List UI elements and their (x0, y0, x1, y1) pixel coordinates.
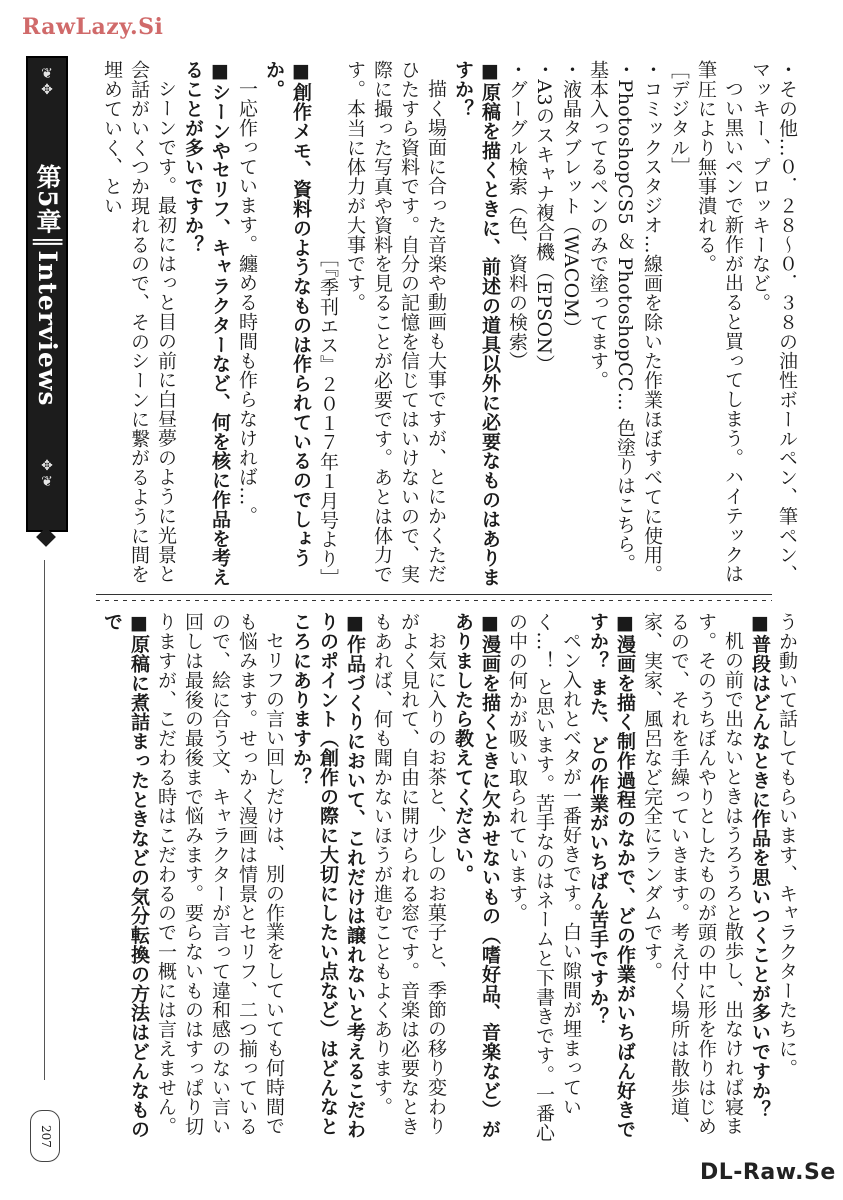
question-heading: ■原稿を描くときに、前述の道具以外に必要なものはありますか？ (452, 60, 501, 587)
answer-paragraph: 一応作っています。纏める時間も作らなければ…。 (236, 79, 258, 526)
margin-rule (44, 560, 45, 1080)
answer-paragraph: ・A3のスキャナ複合機（EPSON） (533, 60, 555, 374)
interview-top-text (96, 60, 800, 588)
answer-paragraph: つい黒いペンで新作が出ると買ってしまう。ハイテックは筆圧により無事潰れる。 (695, 60, 744, 584)
answer-paragraph: ・コミックスタジオ…線画を除いた作業ほぼすべてに使用。 (641, 60, 663, 584)
section-divider (96, 594, 772, 603)
answer-paragraph: お気に入りのお茶と、少しのお菓子と、季節の移り変わりがよく見れて、自由に開けられる窓です。音楽は必要なときもあれば、何も聞かないほうが進むこともよくあります。 (371, 612, 447, 1136)
question-heading: ■漫画を描くときに欠かせないもの（嗜好品、音楽など）がありましたら教えてください。 (452, 612, 501, 1139)
ornament-top-icon: ❦ ✥ (41, 66, 53, 98)
watermark-bottom: DL-Raw.Se (700, 1160, 836, 1185)
answer-paragraph: 描く場面に合った音楽や動画も大事ですが、とにかくただひたすら資料です。自分の記憶を信じてはいけないので、実際に撮った写真や資料を見ることが必要です。あとは体力です。本当に体力が大事です。 (344, 60, 447, 584)
answer-paragraph: セリフの言い回しだけは、別の作業をしていても何時間でも悩みます。せっかく漫画は情景とセリフ、二つ揃っているので、絵に合う文、キャラクターが言って違和感のない言い回しは最後の最後まで悩みます。要らないものはすっぱり切りますが、こだわる時はこだわるので一概には言えません。 (155, 612, 285, 1136)
page-number: 207 (30, 1110, 60, 1162)
question-heading: ■シーンやセリフ、キャラクターなど、何を核に作品を考えることが多いですか？ (182, 60, 231, 587)
answer-paragraph: ・液晶タブレット（WACOM） (560, 60, 582, 338)
question-heading: ■原稿に煮詰まったときなどの気分転換の方法はどんなもので (101, 612, 150, 1139)
answer-paragraph: うか動いて話してもらいます、キャラクターたちに。 (776, 612, 798, 1078)
chapter-title: 第5章║Interviews (33, 164, 62, 407)
answer-paragraph: ・グーグル検索（色、資料の検索） (506, 60, 528, 371)
answer-paragraph: ［『季刊エス』２０１７年１月号より］ (317, 248, 339, 588)
ornament-bottom-icon: ✥ ❦ (41, 458, 53, 490)
question-heading: ■漫画を描く制作過程のなかで、どの作業がいちばん好きですか？ また、どの作業がいちばん苦手ですか？ (587, 612, 636, 1139)
answer-paragraph: ・PhotoshopCS5 ＆ PhotoshopCC… 色塗りはこちら。基本入ってるペンのみで塗ってます。 (587, 60, 636, 573)
banner-tip (36, 527, 56, 547)
answer-paragraph: ［デジタル］ (668, 60, 690, 177)
answer-paragraph: 机の前で出ないときはうろうろと散歩し、出なければ寝ます。そのうちぼんやりとしたものが頭の中に形を作りはじめるので、それを手繰っていきます。考え付く場所は散歩道、家、実家、風呂など完全にランダムです。 (641, 612, 744, 1136)
interview-bottom-text (96, 612, 800, 1152)
question-heading: ■作品づくりにおいて、これだけは譲れないと考えるこだわりのポイント（創作の際に大切にしたい点など）はどんなところにありますか？ (290, 612, 366, 1139)
answer-paragraph: ・その他…０．２８～０．３８の油性ボールペン、筆ペン、マッキー、プロッキーなど。 (749, 60, 798, 584)
answer-paragraph: ペン入れとベタが一番好きです。白い隙間が埋まっていく…！ と思います。苦手なのはネームと下書きです。一番心の中の何かが吸い取られています。 (506, 612, 582, 1143)
chapter-banner (26, 56, 68, 532)
answer-paragraph: シーンです。最初にはっと目の前に白昼夢のように光景と会話がいくつか現れるので、そのシーンに繋がるように間を埋めていく、とい (101, 60, 177, 584)
question-heading: ■普段はどんなときに作品を思いつくことが多いですか？ (749, 612, 771, 1120)
question-heading: ■創作メモ、資料のようなものは作られているのでしょうか。 (263, 60, 312, 568)
watermark-top: RawLazy.Si (22, 14, 164, 40)
